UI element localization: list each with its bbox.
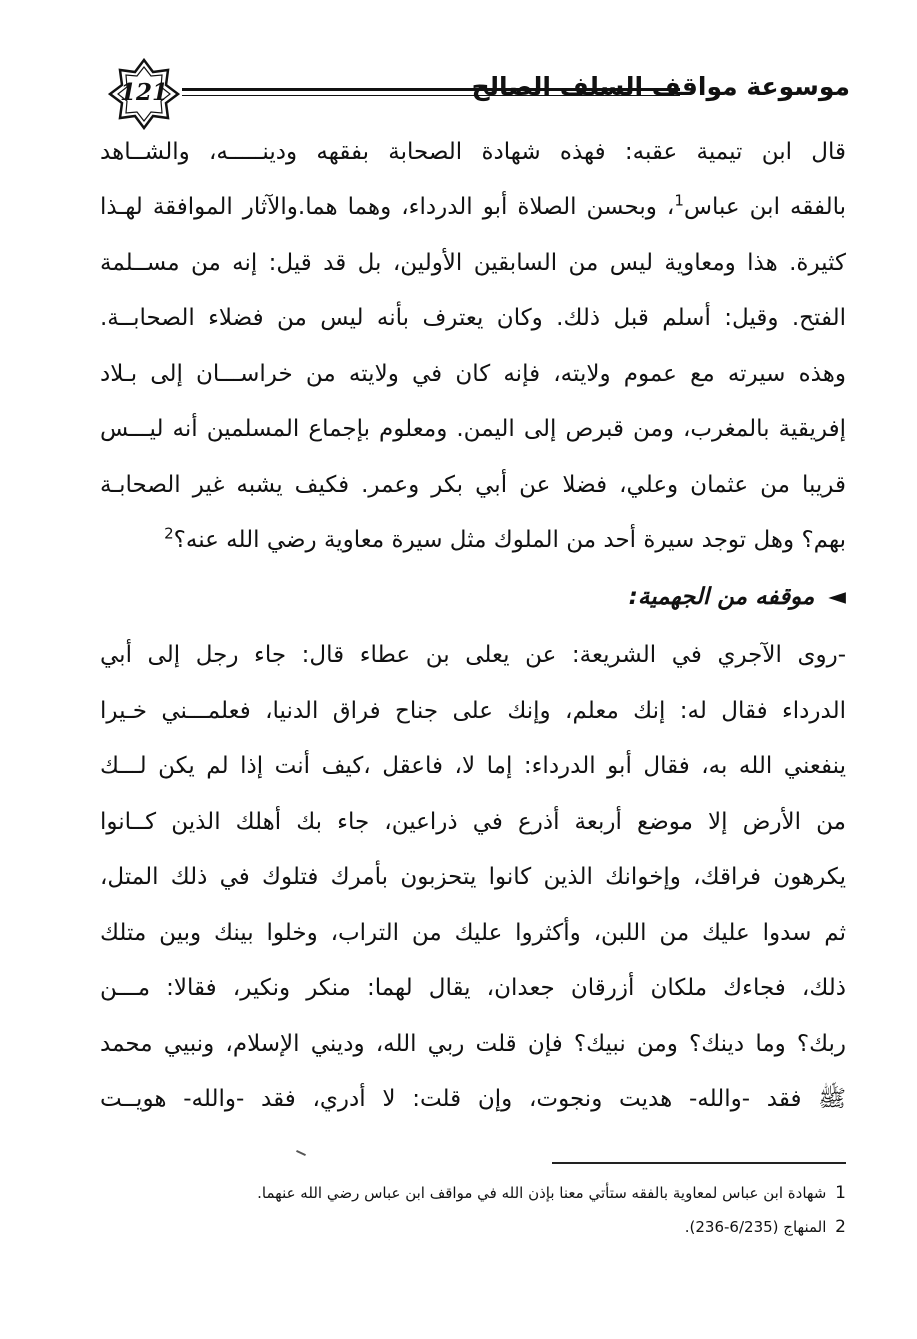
text-line: -روى الآجري في الشريعة: عن يعلى بن عطاء قال: جاء رجل إلى أبي [100, 642, 846, 668]
text-line: الدرداء فقال له: إنك معلم، وإنك على جناح فراق الدنيا، فعلمـــني خـيرا [100, 698, 846, 724]
text-line: الفتح. وقيل: أسلم قبل ذلك. وكان يعترف بأنه ليس من فضلاء الصحابــة. [100, 305, 846, 331]
page-number: 121 [119, 79, 168, 106]
text-line: ثم سدوا عليك من اللبن، وأكثروا عليك من التراب، وخلوا بينك وبين متلك [100, 920, 846, 946]
text-line: وهذه سيرته مع عموم ولايته، فإنه كان في ولايته من خراســـان إلى بـلاد [100, 361, 846, 387]
text-line: قريبا من عثمان وعلي، فضلا عن أبي بكر وعمر. فكيف يشبه غير الصحابـة [100, 472, 846, 498]
text-line: من الأرض إلا موضع أربعة أذرع في ذراعين، جاء بك أهلك الذين كــانوا [100, 809, 846, 835]
scan-mark [296, 1150, 306, 1156]
arrow-marker-icon: ◄ [828, 584, 846, 610]
footnote-number: 1 [835, 1183, 846, 1203]
section-heading [100, 572, 846, 622]
text-line: يكرهون فراقك، وإخوانك الذين كانوا يتحزبون بأمرك فتلوك في ذلك المتل، [100, 864, 846, 890]
text-line: ربك؟ وما دينك؟ ومن نبيك؟ فإن قلت ربي الله، وديني الإسلام، ونبيي محمد [100, 1031, 846, 1057]
footnote-number: 2 [835, 1217, 846, 1237]
text-line: ينفعني الله به، فقال أبو الدرداء: إما لا، فاعقل ،كيف أنت إذا لم يكن لـــك [100, 753, 846, 779]
text-segment: بالفقه ابن عباس [683, 194, 847, 220]
footnote-separator [552, 1162, 846, 1164]
text-line: ﷺ فقد -والله- هديت ونجوت، وإن قلت: لا أدري، فقد -والله- هويــت [100, 1086, 846, 1112]
page-header [108, 58, 850, 130]
text-line [100, 182, 846, 232]
footnote [120, 1212, 846, 1242]
footnote [120, 1178, 846, 1208]
footnote-text: المنهاج (6/235-236). [684, 1218, 827, 1236]
text-line: ذلك، فجاءك ملكان أزرقان جعدان، يقال لهما: منكر ونكير، فقالا: مـــن [100, 975, 846, 1001]
section-heading-text: موقفه من الجهمية: [628, 584, 815, 610]
footnote-ref: 1 [674, 191, 684, 210]
text-line [100, 515, 846, 565]
footnote-ref: 2 [164, 524, 174, 543]
book-title: موسوعة مواقف السلف الصالح [471, 72, 850, 101]
text-line: قال ابن تيمية عقبه: فهذه شهادة الصحابة بفقهه ودينـــــه، والشــاهد [100, 139, 846, 165]
text-segment: ، وبحسن الصلاة أبو الدرداء، وهما هما.والآثار الموافقة لهـذا [100, 194, 675, 220]
footnote-text: شهادة ابن عباس لمعاوية بالفقه ستأتي معنا بإذن الله في مواقف ابن عباس رضي الله عنهما. [257, 1184, 827, 1202]
text-segment: بهم؟ وهل توجد سيرة أحد من الملوك مثل سيرة معاوية رضي الله عنه؟ [173, 527, 846, 553]
text-line: إفريقية بالمغرب، ومن قبرص إلى اليمن. ومعلوم بإجماع المسلمين أنه ليـــس [100, 416, 846, 442]
text-line: كثيرة. هذا ومعاوية ليس من السابقين الأولين، بل قد قيل: إنه من مســلمة [100, 250, 846, 276]
page-number-badge [108, 58, 180, 130]
